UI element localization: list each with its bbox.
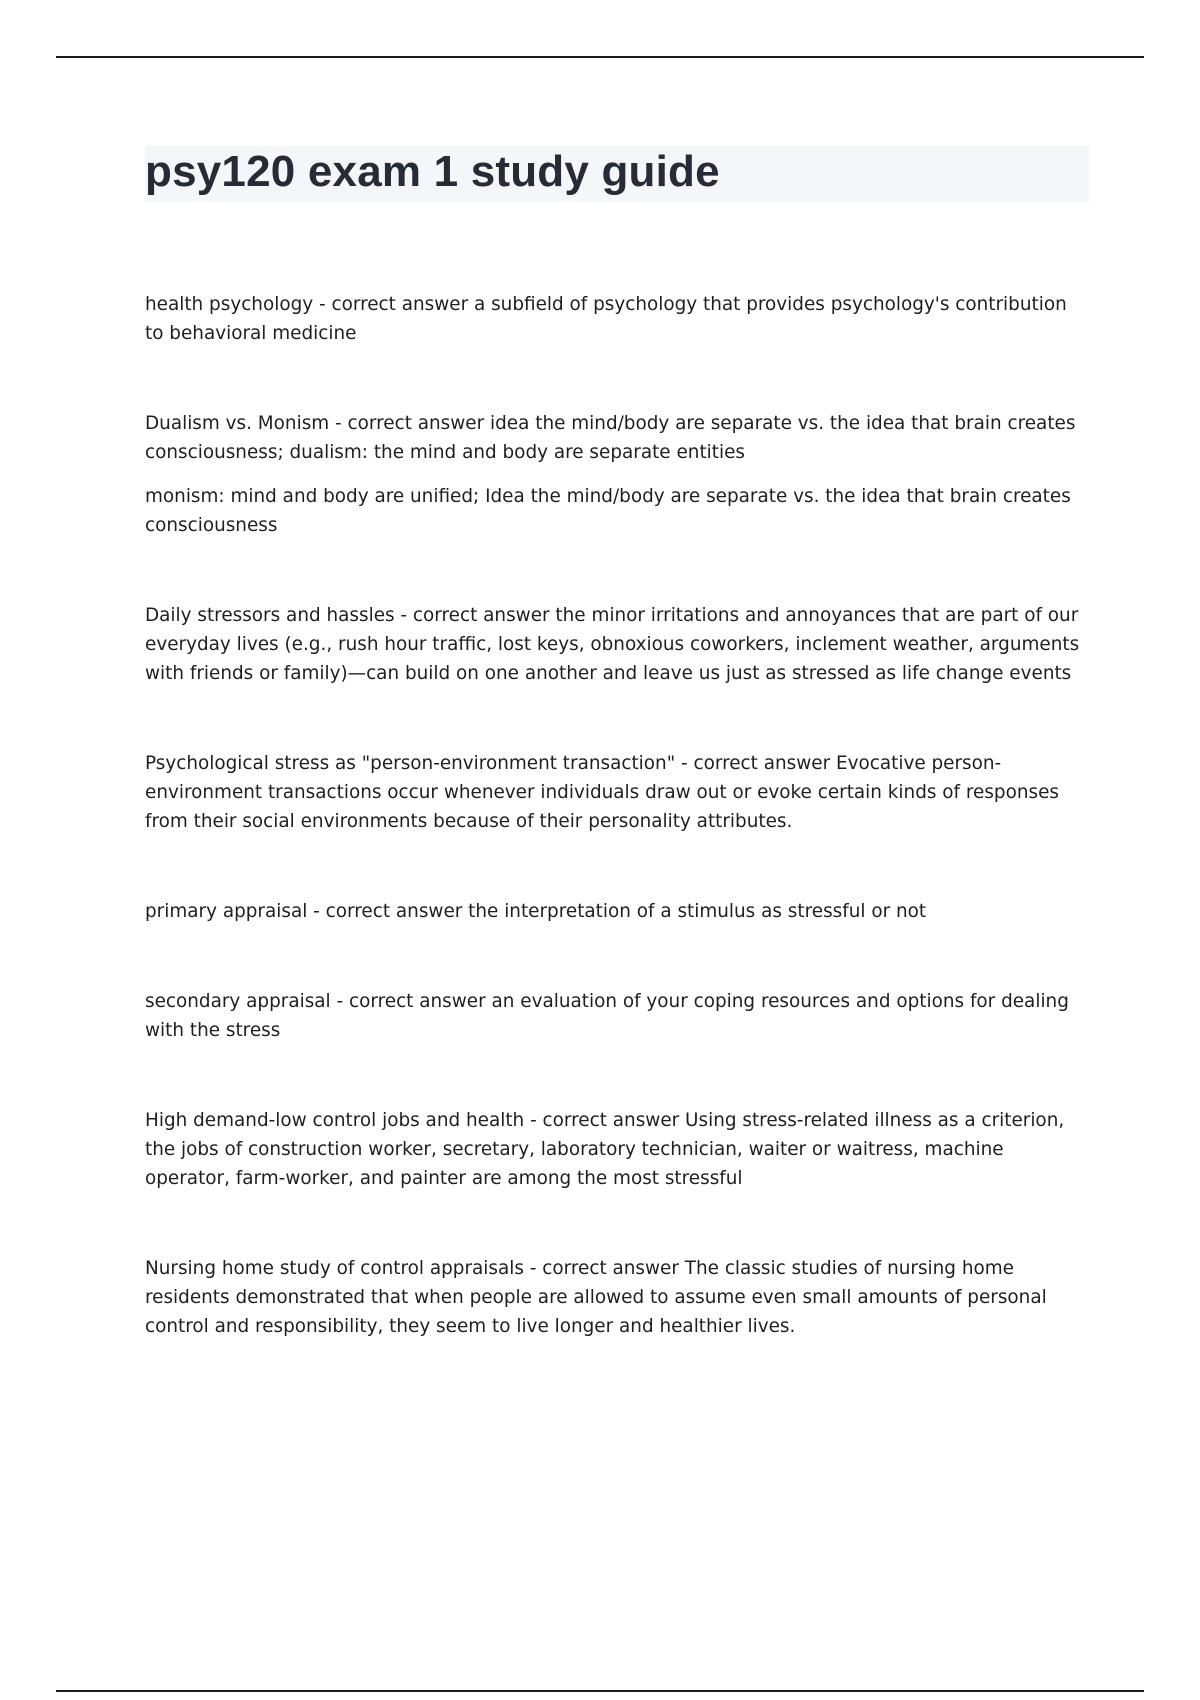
- entry-paragraph: monism: mind and body are unified; Idea the mind/body are separate vs. the idea that brain creates consciousness: [145, 486, 1071, 536]
- top-rule: [56, 56, 1144, 58]
- entry-paragraph: secondary appraisal - correct answer an evaluation of your coping resources and options for dealing with the stress: [145, 991, 1069, 1041]
- entry-person-environment-transaction: [145, 749, 1090, 836]
- entry-nursing-home-study: [145, 1254, 1090, 1341]
- study-guide-entries: [145, 290, 1090, 1341]
- entry-primary-appraisal: [145, 897, 1090, 926]
- bottom-rule: [56, 1690, 1144, 1692]
- entry-health-psychology: [145, 290, 1090, 348]
- page-title: psy120 exam 1 study guide: [145, 147, 720, 196]
- entry-secondary-appraisal: [145, 987, 1090, 1045]
- entry-daily-stressors: [145, 601, 1090, 688]
- entry-paragraph: Psychological stress as "person-environment transaction" - correct answer Evocative person-environment transactions occur whenever individuals draw out or evoke certain kinds of responses from their social environments because of their personality attributes.: [145, 753, 1059, 832]
- entry-paragraph: health psychology - correct answer a subfield of psychology that provides psychology's contribution to behavioral medicine: [145, 294, 1067, 344]
- entry-paragraph: Nursing home study of control appraisals - correct answer The classic studies of nursing home residents demonstrated that when people are allowed to assume even small amounts of personal control and responsibility, they seem to live longer and healthier lives.: [145, 1258, 1047, 1337]
- entry-paragraph: Dualism vs. Monism - correct answer idea the mind/body are separate vs. the idea that brain creates consciousness; dualism: the mind and body are separate entities: [145, 413, 1076, 463]
- entry-high-demand-low-control: [145, 1106, 1090, 1193]
- entry-paragraph: Daily stressors and hassles - correct answer the minor irritations and annoyances that are part of our everyday lives (e.g., rush hour traffic, lost keys, obnoxious coworkers, inclement weather, arguments with friends or family)—can build on one another and leave us just as stressed as life change events: [145, 605, 1080, 684]
- entry-paragraph: primary appraisal - correct answer the interpretation of a stimulus as stressful or not: [145, 901, 927, 922]
- entry-paragraph: High demand-low control jobs and health - correct answer Using stress-related illness as a criterion, the jobs of construction worker, secretary, laboratory technician, waiter or waitress, machine operator, farm-worker, and painter are among the most stressful: [145, 1110, 1065, 1189]
- entry-dualism-vs-monism: [145, 409, 1090, 540]
